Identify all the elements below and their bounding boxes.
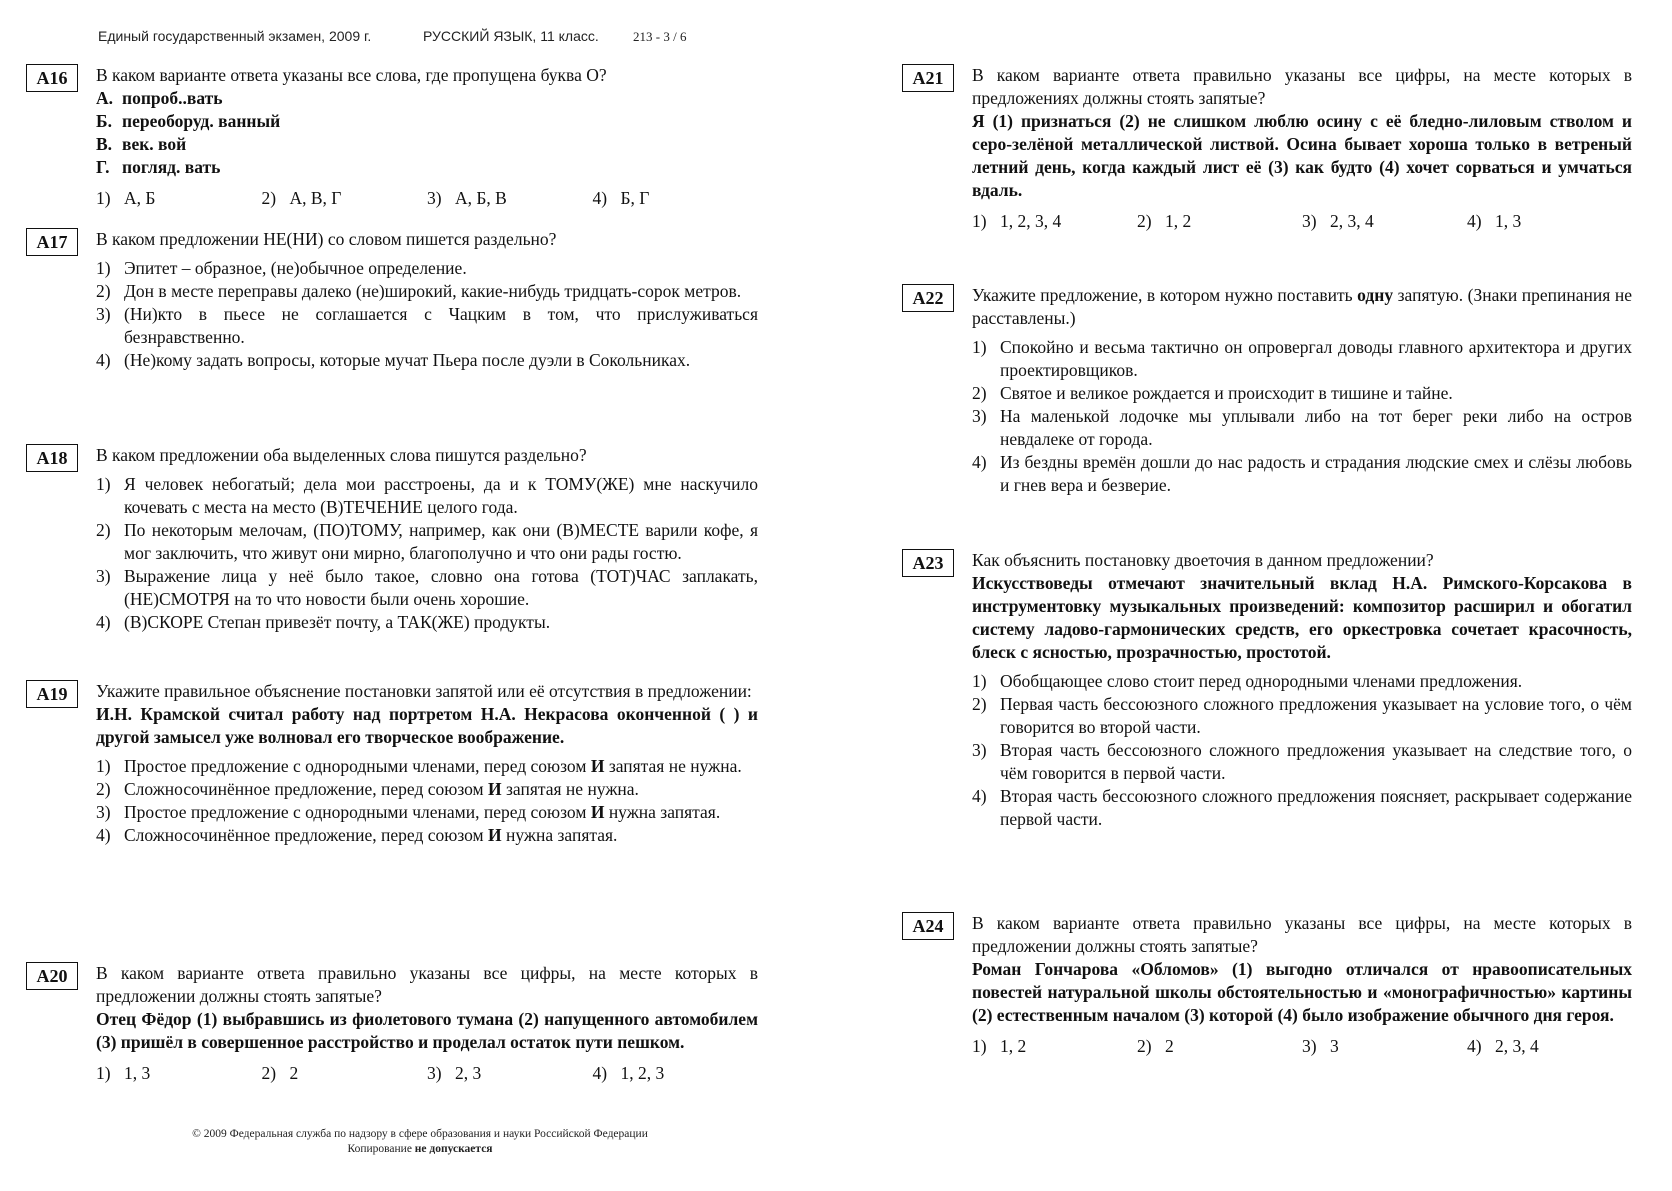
task-sentence: И.Н. Крамской считал работу над портретом Н.А. Некрасова оконченной ( ) и другой замысел уже волновал его творческое воображение. bbox=[96, 704, 758, 747]
answer-options bbox=[972, 1035, 1632, 1058]
question-text: В каком варианте ответа правильно указаны все цифры, на месте которых в предложении должны стоять запятые? bbox=[96, 963, 758, 1006]
list-item: Б. переоборуд. ванный bbox=[96, 111, 281, 131]
list-item: А. попроб..вать bbox=[96, 88, 223, 108]
answer-option[interactable]: 1) Я человек небогатый; дела мои расстроены, да и к ТОМУ(ЖЕ) мне наскучило кочевать с места на место (В)ТЕЧЕНИЕ целого года. bbox=[96, 474, 758, 517]
answer-option[interactable]: 4) 2, 3, 4 bbox=[1467, 1036, 1539, 1056]
answer-options bbox=[96, 187, 758, 210]
answer-option[interactable]: 2) Сложносочинённое предложение, перед союзом И запятая не нужна. bbox=[96, 779, 639, 799]
task-number: А23 bbox=[902, 549, 954, 577]
answer-option[interactable]: 1) 1, 3 bbox=[96, 1063, 151, 1083]
answer-option[interactable]: 1) Обобщающее слово стоит перед однородными членами предложения. bbox=[972, 671, 1523, 691]
copy-notice: Копирование не допускается bbox=[347, 1143, 493, 1155]
page-header bbox=[98, 28, 686, 45]
task-sentence: Я (1) признаться (2) не слишком люблю осину с её бледно-лиловым стволом и серо-зелёной металлической листвой. Осина бывает хороша только в ветреный летний день, когда каждый лист её (3) как будто (4) хочет сорваться и умчаться вдаль. bbox=[972, 111, 1632, 200]
task-sentence: Искусствоведы отмечают значительный вклад Н.А. Римского-Корсакова в инструментовку музыкальных произведений: композитор расширил и обогатил систему ладово-гармонических средств, его оркестровка сочетает красочность, блеск с ясностью, прозрачностью, простотой. bbox=[972, 573, 1632, 662]
option-list bbox=[96, 755, 758, 847]
answer-option[interactable]: 2) 2 bbox=[1137, 1036, 1174, 1056]
answer-option[interactable]: 4) Б, Г bbox=[592, 188, 650, 208]
answer-option[interactable]: 2) 2 bbox=[261, 1063, 299, 1083]
answer-options bbox=[96, 1062, 758, 1085]
answer-option[interactable]: 2) По некоторым мелочам, (ПО)ТОМУ, например, как они (В)МЕСТЕ варили кофе, я мог заключить, что живут они мирно, благополучно и что они рады гостю. bbox=[96, 520, 758, 563]
answer-option[interactable]: 3) 2, 3 bbox=[427, 1063, 482, 1083]
task-number: А22 bbox=[902, 284, 954, 312]
question-text: В каком предложении оба выделенных слова пишутся раздельно? bbox=[96, 445, 587, 465]
option-list bbox=[96, 473, 758, 634]
question-text: Как объяснить постановку двоеточия в данном предложении? bbox=[972, 550, 1434, 570]
answer-option[interactable]: 4) (В)СКОРЕ Степан привезёт почту, а ТАК(ЖЕ) продукты. bbox=[96, 612, 551, 632]
answer-option[interactable]: 3) Простое предложение с однородными членами, перед союзом И нужна запятая. bbox=[96, 802, 721, 822]
answer-option[interactable]: 2) А, В, Г bbox=[261, 188, 342, 208]
task-number: А24 bbox=[902, 912, 954, 940]
answer-option[interactable]: 2) Первая часть бессоюзного сложного предложения указывает на условие того, о чём говорится во второй части. bbox=[972, 694, 1632, 737]
header-code: 213 - 3 / 6 bbox=[633, 29, 687, 44]
task-number: А18 bbox=[26, 444, 78, 472]
answer-option[interactable]: 3) Выражение лица у неё было такое, словно она готова (ТОТ)ЧАС заплакать, (НЕ)СМОТРЯ на то что новости были очень хорошие. bbox=[96, 566, 758, 609]
answer-option[interactable]: 4) Сложносочинённое предложение, перед союзом И нужна запятая. bbox=[96, 825, 618, 845]
answer-option[interactable]: 2) Святое и великое рождается и происходит в тишине и тайне. bbox=[972, 383, 1453, 403]
question-text: В каком предложении НЕ(НИ) со словом пишется раздельно? bbox=[96, 229, 557, 249]
answer-option[interactable]: 2) 1, 2 bbox=[1137, 211, 1192, 231]
answer-option[interactable]: 2) Дон в месте переправы далеко (не)широкий, какие-нибудь тридцать-сорок метров. bbox=[96, 281, 742, 301]
task-number: А21 bbox=[902, 64, 954, 92]
answer-option[interactable]: 4) (Не)кому задать вопросы, которые мучат Пьера после дуэли в Сокольниках. bbox=[96, 350, 691, 370]
answer-option[interactable]: 1) 1, 2, 3, 4 bbox=[972, 211, 1062, 231]
list-item: В. век. вой bbox=[96, 134, 187, 154]
answer-option[interactable]: 3) 3 bbox=[1302, 1036, 1339, 1056]
task-number: А16 bbox=[26, 64, 78, 92]
answer-option[interactable]: 4) Вторая часть бессоюзного сложного предложения поясняет, раскрывает содержание первой части. bbox=[972, 786, 1632, 829]
answer-option[interactable]: 3) 2, 3, 4 bbox=[1302, 211, 1374, 231]
question-text: В каком варианте ответа указаны все слова, где пропущена буква О? bbox=[96, 65, 607, 85]
letter-list bbox=[96, 87, 758, 179]
answer-option[interactable]: 1) Спокойно и весьма тактично он опровергал доводы главного архитектора и других проектировщиков. bbox=[972, 337, 1632, 380]
header-exam: Единый государственный экзамен, 2009 г. bbox=[98, 28, 372, 44]
page-footer bbox=[150, 1127, 690, 1157]
answer-option[interactable]: 1) 1, 2 bbox=[972, 1036, 1027, 1056]
task-number: А19 bbox=[26, 680, 78, 708]
list-item: Г. погляд. вать bbox=[96, 157, 221, 177]
task-number: А20 bbox=[26, 962, 78, 990]
option-list bbox=[972, 670, 1632, 831]
answer-option[interactable]: 3) Вторая часть бессоюзного сложного предложения указывает на следствие того, о чём говорится в первой части. bbox=[972, 740, 1632, 783]
header-subject: РУССКИЙ ЯЗЫК, 11 класс. bbox=[423, 28, 599, 44]
copyright-line: © 2009 Федеральная служба по надзору в сфере образования и науки Российской Федерации bbox=[192, 1128, 648, 1140]
question-text: Укажите предложение, в котором нужно поставить одну запятую. (Знаки препинания не расставлены.) bbox=[972, 285, 1632, 328]
task-number: А17 bbox=[26, 228, 78, 256]
answer-option[interactable]: 3) На маленькой лодочке мы уплывали либо на тот берег реки либо на остров невдалеке от города. bbox=[972, 406, 1632, 449]
task-sentence: Роман Гончарова «Обломов» (1) выгодно отличался от нравоописательных повестей натуральной школы обстоятельностью и «монографичностью» картины (2) естественным началом (3) которой (4) было изображение обычного дня героя. bbox=[972, 959, 1632, 1025]
answer-option[interactable]: 4) Из бездны времён дошли до нас радость и страдания людские смех и слёзы любовь и гнев вера и безверие. bbox=[972, 452, 1632, 495]
answer-options bbox=[972, 210, 1632, 233]
option-list bbox=[96, 257, 758, 372]
answer-option[interactable]: 1) А, Б bbox=[96, 188, 156, 208]
answer-option[interactable]: 3) А, Б, В bbox=[427, 188, 507, 208]
answer-option[interactable]: 1) Простое предложение с однородными членами, перед союзом И запятая не нужна. bbox=[96, 756, 742, 776]
answer-option[interactable]: 3) (Ни)кто в пьесе не соглашается с Чацким в том, что прислуживаться безнравственно. bbox=[96, 304, 758, 347]
option-list bbox=[972, 336, 1632, 497]
answer-option[interactable]: 1) Эпитет – образное, (не)обычное определение. bbox=[96, 258, 467, 278]
task-sentence: Отец Фёдор (1) выбравшись из фиолетового тумана (2) напущенного автомобилем (3) пришёл в совершенное расстройство и проделал остаток пути пешком. bbox=[96, 1009, 758, 1052]
question-text: Укажите правильное объяснение постановки запятой или её отсутствия в предложении: bbox=[96, 681, 752, 701]
question-text: В каком варианте ответа правильно указаны все цифры, на месте которых в предложении должны стоять запятые? bbox=[972, 913, 1632, 956]
answer-option[interactable]: 4) 1, 2, 3 bbox=[592, 1063, 665, 1083]
question-text: В каком варианте ответа правильно указаны все цифры, на месте которых в предложениях должны стоять запятые? bbox=[972, 65, 1632, 108]
answer-option[interactable]: 4) 1, 3 bbox=[1467, 211, 1522, 231]
